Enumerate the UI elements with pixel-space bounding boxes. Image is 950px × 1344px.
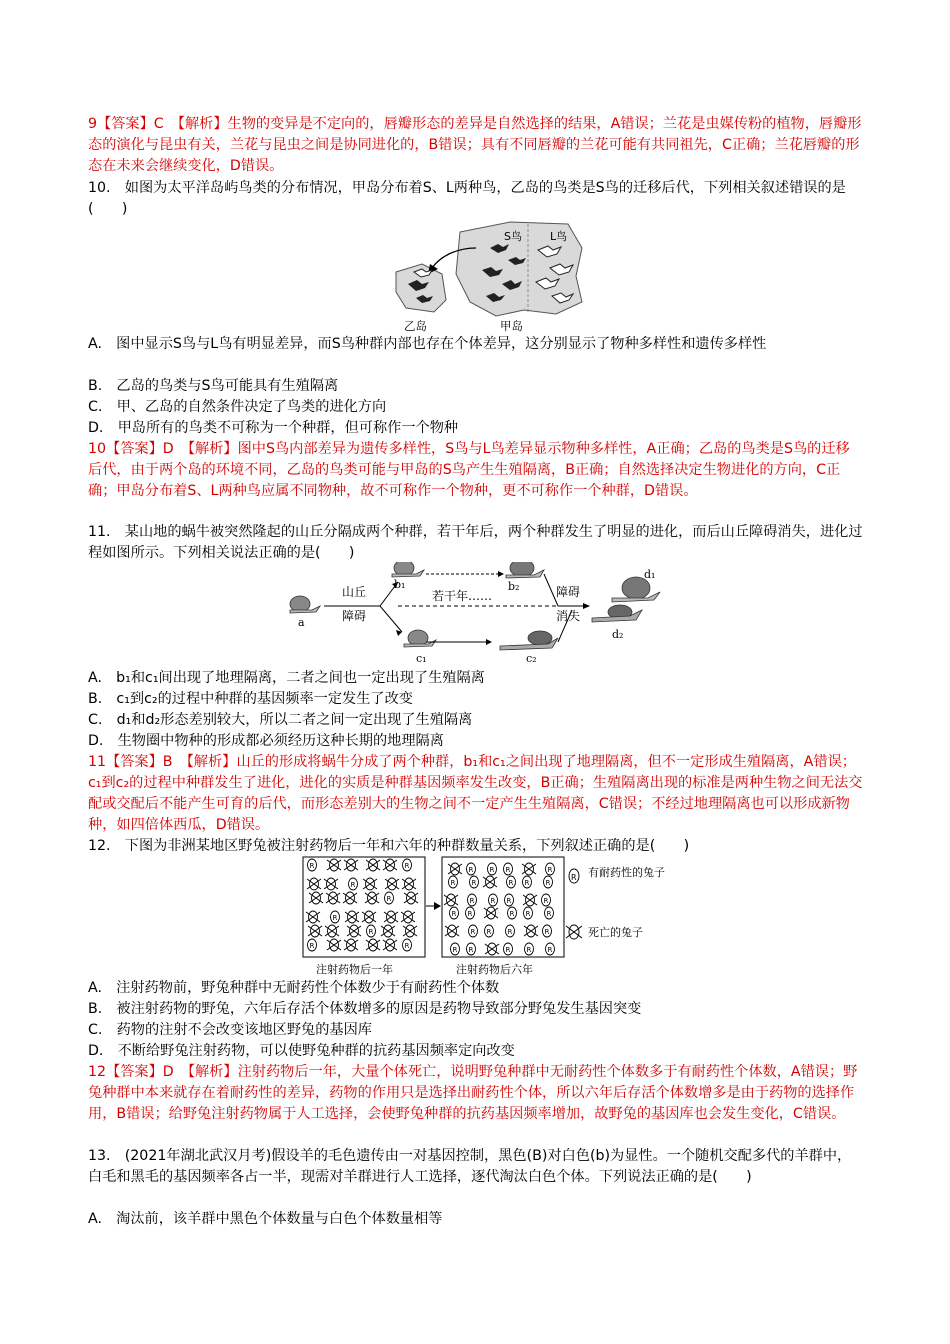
svg-text:R: R (368, 928, 374, 936)
label-l-bird: L鸟 (550, 230, 568, 243)
svg-text:R: R (450, 879, 456, 887)
legend-dead-icon (566, 925, 582, 939)
label-vanish-top: 障碍 (556, 585, 581, 599)
caption-six-years: 注射药物后六年 (456, 963, 533, 976)
q11-option-d: D. 生物圈中物种的形成都必须经历这种长期的地理隔离 (88, 733, 444, 749)
svg-text:R: R (309, 942, 315, 950)
svg-text:R: R (506, 897, 512, 905)
label-d2: d₂ (612, 628, 624, 641)
label-c2: c₂ (526, 652, 537, 665)
q10-answer: 10【答案】D 【解析】图中S鸟内部差异为遗传多样性，S鸟与L鸟差异显示物种多样性，A正确；乙岛的鸟类是S鸟的迁移后代，由于两个岛的环境不同，乙岛的鸟类可能与甲岛的S鸟产生生殖隔离，B正确；自然选择决定生物进化的方向，C正确；甲岛分布着S、L两种鸟应属不同物种，故不可称作一个物种，更不可称作一个种群，D错误。 (88, 441, 850, 499)
q11-answer: 11【答案】B 【解析】山丘的形成将蜗牛分成了两个种群，b₁和c₁之间出现了地理隔离，但不一定形成生殖隔离，A错误；c₁到c₂的过程中种群发生了进化，进化的实质是种群基因频率发生改变，B正确；生殖隔离出现的标准是两种生物之间无法交配或交配后不能产生可育的后代，而形态差别大的生物之间不一定产生生殖隔离，C错误；不经过地理隔离也可以形成新物种，如四倍体西瓜，D错误。 (88, 754, 863, 833)
svg-text:R: R (467, 910, 473, 918)
svg-text:R: R (505, 866, 511, 874)
q12-rabbit-figure (302, 856, 702, 978)
svg-text:R: R (404, 862, 410, 870)
q13-stem: 13. (2021年湖北武汉月考)假设羊的毛色遗传由一对基因控制，黑色(B)对白色(b)为显性。一个随机交配多代的羊群中，白毛和黑毛的基因频率各占一半，现需对羊群进行人工选择，逐代淘汰白色个体。下列说法正确的是( ) (88, 1148, 852, 1185)
label-b1: b₁ (394, 578, 406, 591)
svg-text:R: R (469, 897, 475, 905)
q10-stem: 10. 如图为太平洋岛屿鸟类的分布情况，甲岛分布着S、L两种鸟，乙岛的鸟类是S鸟的迁移后代，下列相关叙述错误的是( ) (88, 180, 846, 217)
svg-text:R: R (486, 928, 492, 936)
svg-text:R: R (332, 914, 338, 922)
q10-option-a: A. 图中显示S鸟与L鸟有明显差异，而S鸟种群内部也存在个体差异，这分别显示了物种多样性和遗传多样性 (88, 336, 767, 352)
svg-text:R: R (545, 879, 551, 887)
caption-one-year: 注射药物后一年 (316, 963, 393, 976)
svg-text:R: R (468, 866, 474, 874)
svg-text:R: R (525, 910, 531, 918)
q11-stem: 11. 某山地的蜗牛被突然隆起的山丘分隔成两个种群，若干年后，两个种群发生了明显的进化，而后山丘障碍消失，进化过程如图所示。下列相关说法正确的是( ) (88, 524, 863, 561)
label-island-jia: 甲岛 (500, 319, 523, 333)
label-vanish-bottom: 消失 (556, 609, 581, 623)
q12-option-c: C. 药物的注射不会改变该地区野兔的基因库 (88, 1022, 372, 1038)
legend-resistant-icon (569, 869, 579, 883)
q10-island-figure (390, 218, 590, 334)
svg-text:R: R (547, 866, 553, 874)
q10-option-c: C. 甲、乙岛的自然条件决定了鸟类的进化方向 (88, 399, 387, 415)
svg-text:R: R (509, 910, 515, 918)
q11-option-a: A. b₁和c₁间出现了地理隔离，二者之间也一定出现了生殖隔离 (88, 670, 485, 686)
q11-snail-figure (286, 562, 666, 670)
svg-text:R: R (543, 897, 549, 905)
q12-option-b: B. 被注射药物的野兔，六年后存活个体数增多的原因是药物导致部分野兔发生基因突变 (88, 1001, 642, 1017)
svg-text:R: R (451, 910, 457, 918)
q12-option-a: A. 注射药物前，野兔种群中无耐药性个体数少于有耐药性个体数 (88, 980, 500, 996)
svg-text:R: R (508, 879, 514, 887)
legend-resistant-label: 有耐药性的兔子 (588, 866, 665, 879)
svg-text:R: R (505, 946, 511, 954)
svg-text:R: R (468, 946, 474, 954)
svg-text:R: R (546, 910, 552, 918)
svg-text:R: R (350, 881, 356, 889)
q12-stem: 12. 下图为非洲某地区野兔被注射药物后一年和六年的种群数量关系，下列叙述正确的是( ) (88, 838, 690, 854)
label-island-yi: 乙岛 (404, 319, 427, 333)
svg-text:R: R (547, 946, 553, 954)
svg-text:R: R (524, 879, 530, 887)
q10-option-b: B. 乙岛的鸟类与S鸟可能具有生殖隔离 (88, 378, 339, 394)
q9-answer: 9【答案】C 【解析】生物的变异是不定向的，唇瓣形态的差异是自然选择的结果，A错误；兰花是虫媒传粉的植物，唇瓣形态的演化与昆虫有关，兰花与昆虫之间是协同进化的，B错误；具有不同唇瓣的兰花可能有共同祖先，C正确；兰花唇瓣的形态在未来会继续变化，D错误。 (88, 116, 862, 174)
q13-option-a: A. 淘汰前，该羊群中黑色个体数量与白色个体数量相等 (88, 1211, 443, 1227)
svg-text:R: R (452, 946, 458, 954)
svg-text:R: R (489, 866, 495, 874)
q11-option-c: C. d₁和d₂形态差别较大，所以二者之间一定出现了生殖隔离 (88, 712, 473, 728)
svg-text:R: R (404, 942, 410, 950)
svg-text:R: R (507, 928, 513, 936)
svg-text:R: R (544, 928, 550, 936)
q10-option-d: D. 甲岛所有的鸟类不可称为一个种群，但可称作一个物种 (88, 420, 459, 436)
svg-text:R: R (386, 895, 392, 903)
label-c1: c₁ (416, 652, 427, 665)
svg-text:R: R (490, 897, 496, 905)
svg-text:R: R (526, 946, 532, 954)
q11-option-b: B. c₁到c₂的过程中种群的基因频率一定发生了改变 (88, 691, 413, 707)
label-a: a (298, 616, 305, 629)
label-b2: b₂ (508, 580, 520, 593)
label-years: 若干年…… (432, 589, 493, 603)
q12-answer: 12【答案】D 【解析】注射药物后一年，大量个体死亡，说明野兔种群中无耐药性个体数多于有耐药性个体数，A错误；野兔种群中本来就存在着耐药性的差异，药物的作用只是选择出耐药性个体，所以六年后存活个体数增多是由于药物的选择作用，B错误；给野兔注射药物属于人工选择，会使野兔种群的抗药基因频率增加，故野兔的基因库也会发生变化，C错误。 (88, 1064, 858, 1122)
svg-text:R: R (470, 928, 476, 936)
label-d1: d₁ (644, 568, 656, 581)
label-barrier-top: 山丘 (342, 585, 367, 599)
label-s-bird: S鸟 (504, 230, 522, 243)
svg-text:R: R (571, 873, 577, 882)
q12-option-d: D. 不断给野兔注射药物，可以使野兔种群的抗药基因频率定向改变 (88, 1043, 515, 1059)
svg-text:R: R (471, 879, 477, 887)
legend-dead-label: 死亡的兔子 (588, 926, 643, 939)
svg-text:R: R (309, 862, 315, 870)
label-barrier-bottom: 障碍 (342, 609, 367, 623)
